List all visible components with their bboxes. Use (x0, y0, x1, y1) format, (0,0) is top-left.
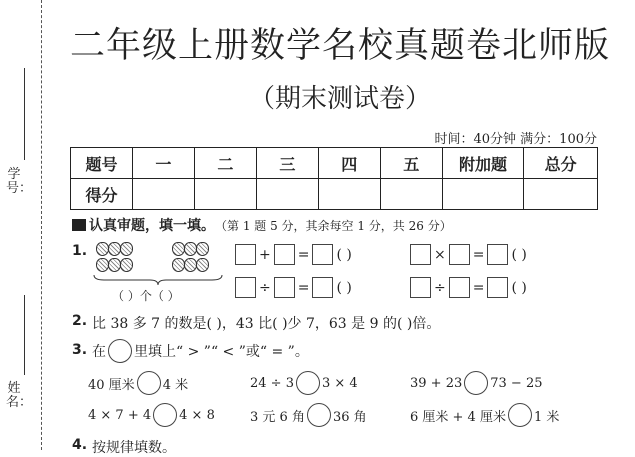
strawberry-group-left (96, 242, 146, 274)
compare-right: 1 米 (533, 409, 560, 425)
section-note: （第 1 题 5 分，其余每空 1 分，共 26 分） (215, 218, 452, 233)
score-table (70, 147, 598, 210)
q4-text: 按规律填数。 (92, 440, 176, 456)
answer-box[interactable] (487, 244, 508, 265)
q3-instruction (92, 339, 309, 363)
q1-division-equation-b (407, 277, 527, 298)
score-cell: 三 (256, 148, 318, 179)
question-number: 1. (72, 243, 88, 259)
strawberry-icon (120, 258, 133, 272)
answer-box[interactable] (449, 244, 470, 265)
answer-box[interactable] (274, 244, 295, 265)
exam-meta: 时间：40分钟 满分：100分 (434, 132, 597, 147)
score-input-cell[interactable] (524, 179, 598, 210)
compare-left: 6 厘米 + 4 厘米 (410, 409, 506, 425)
score-cell: 题号 (71, 148, 133, 179)
score-input-cell[interactable] (380, 179, 442, 210)
score-row-label: 得分 (71, 179, 133, 210)
compare-item (410, 403, 559, 427)
q1-caption: （ ）个（ ） (112, 289, 180, 303)
q3-text-a: 在 (92, 344, 106, 360)
answer-circle[interactable] (464, 371, 488, 395)
unit-paren[interactable]: ( ) (336, 246, 352, 263)
q1-multiplication-equation (407, 244, 527, 265)
score-table-header-row (71, 148, 598, 179)
score-input-cell[interactable] (194, 179, 256, 210)
compare-right: 4 米 (162, 377, 189, 393)
score-cell: 附加题 (442, 148, 524, 179)
q1-division-equation-a (232, 277, 352, 298)
student-id-label: 学号： (6, 167, 33, 196)
unit-paren[interactable]: ( ) (336, 279, 352, 296)
strawberry-icon (196, 242, 209, 256)
answer-circle[interactable] (307, 403, 331, 427)
answer-box[interactable] (410, 277, 431, 298)
answer-box[interactable] (274, 277, 295, 298)
compare-item (250, 403, 367, 427)
compare-item (410, 371, 543, 395)
compare-right: 36 角 (332, 409, 367, 425)
answer-box[interactable] (235, 277, 256, 298)
unit-paren[interactable]: ( ) (511, 246, 527, 263)
equals-sign: = (472, 246, 485, 263)
score-table-score-row (71, 179, 598, 210)
unit-paren[interactable]: ( ) (511, 279, 527, 296)
q3-text-b: 里填上“ > ”“ < ”或“ = ”。 (134, 344, 309, 360)
grouping-brace (92, 274, 224, 286)
strawberry-icon (196, 258, 209, 272)
question-number: 4. (72, 437, 88, 453)
answer-box[interactable] (312, 244, 333, 265)
score-cell: 总分 (524, 148, 598, 179)
question-number: 2. (72, 313, 88, 329)
divide-sign: ÷ (434, 279, 446, 296)
compare-right: 73 − 25 (490, 375, 543, 391)
score-cell: 五 (380, 148, 442, 179)
compare-left: 24 ÷ 3 (250, 375, 294, 391)
score-input-cell[interactable] (132, 179, 194, 210)
equals-sign: = (297, 279, 310, 296)
compare-item (88, 371, 188, 395)
compare-left: 3 元 6 角 (250, 409, 305, 425)
answer-box[interactable] (449, 277, 470, 298)
compare-item (250, 371, 358, 395)
answer-circle[interactable] (508, 403, 532, 427)
q1-addition-equation (232, 244, 352, 265)
equals-sign: = (472, 279, 485, 296)
q2-text: 比 38 多 7 的数是( )，43 比( )少 7，63 是 9 的( )倍。 (92, 316, 441, 332)
strawberry-group-right (172, 242, 222, 274)
strawberry-icon (120, 242, 133, 256)
binding-dashed-line (41, 0, 42, 450)
compare-left: 4 × 7 + 4 (88, 407, 152, 423)
times-sign: × (434, 246, 446, 263)
plus-sign: + (259, 246, 271, 263)
score-input-cell[interactable] (318, 179, 380, 210)
answer-circle[interactable] (153, 403, 177, 427)
answer-box[interactable] (312, 277, 333, 298)
section-marker-icon (72, 219, 86, 231)
score-input-cell[interactable] (442, 179, 524, 210)
answer-circle[interactable] (137, 371, 161, 395)
score-cell: 四 (318, 148, 380, 179)
equals-sign: = (297, 246, 310, 263)
question-number: 3. (72, 342, 88, 358)
answer-box[interactable] (487, 277, 508, 298)
student-id-blank-line (24, 68, 25, 160)
name-blank-line (24, 295, 25, 375)
compare-item (88, 403, 215, 427)
score-cell: 二 (194, 148, 256, 179)
compare-right: 3 × 4 (321, 375, 358, 391)
compare-right: 4 × 8 (179, 407, 215, 423)
page-title: 二年级上册数学名校真题卷北师版 (69, 26, 610, 66)
answer-box[interactable] (410, 244, 431, 265)
answer-circle (108, 339, 132, 363)
name-label: 姓名： (6, 381, 33, 410)
answer-circle[interactable] (296, 371, 320, 395)
answer-box[interactable] (235, 244, 256, 265)
section-title: 认真审题，填一填。 (89, 218, 215, 234)
page-subtitle: （期末测试卷） (248, 84, 431, 114)
divide-sign: ÷ (259, 279, 271, 296)
compare-left: 39 + 23 (410, 375, 463, 391)
score-cell: 一 (132, 148, 194, 179)
compare-left: 40 厘米 (88, 377, 135, 393)
section-one-header (72, 215, 452, 235)
score-input-cell[interactable] (256, 179, 318, 210)
